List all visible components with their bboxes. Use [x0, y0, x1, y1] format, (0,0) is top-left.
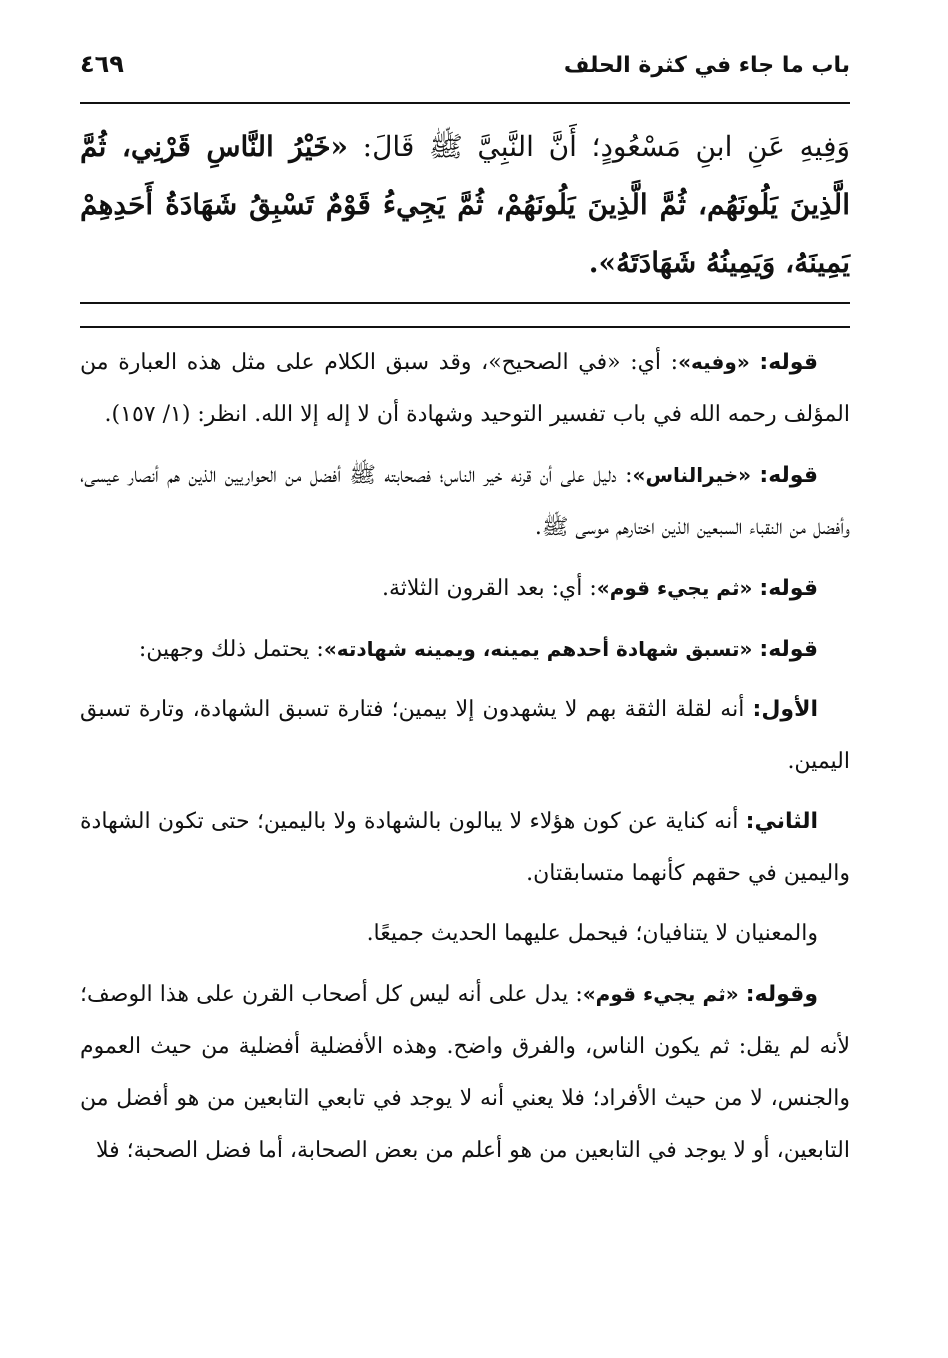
- paragraph-lead: قوله:: [759, 576, 818, 601]
- section-divider: [80, 304, 850, 328]
- paragraph-quote: «ثم يجيء قوم»: [596, 576, 760, 600]
- chapter-title: باب ما جاء في كثرة الحلف: [563, 53, 850, 78]
- paragraph-quote: «ثم يجيء قوم»: [582, 982, 746, 1006]
- paragraph-body: : دليل على أن قرنه خير الناس؛ فصحابته ﷺ أفضل من الحواريين الذين هم أنصار عيسى، وأفضل من النقباء السبعين الذين اختارهم موسى ﷺ.: [80, 463, 850, 540]
- paragraph-lead: قوله:: [759, 463, 818, 488]
- hadith-text-block: [80, 104, 850, 304]
- book-page: [80, 50, 850, 1185]
- commentary-paragraph: [80, 623, 850, 676]
- commentary-paragraph: [80, 684, 850, 788]
- commentary-section: [80, 328, 850, 1177]
- commentary-paragraph: [80, 449, 850, 554]
- paragraph-quote: «خيرالناس»: [632, 463, 760, 487]
- page-number: ٤٦٩: [80, 50, 124, 78]
- paragraph-lead: الأول:: [752, 697, 818, 722]
- paragraph-body: : يحتمل ذلك وجهين:: [138, 637, 324, 662]
- paragraph-quote: «وفيه»: [678, 350, 760, 374]
- hadith-quote: «خَيْرُ النَّاسِ قَرْنِي، ثُمَّ الَّذِينَ يَلُونَهُم، ثُمَّ الَّذِينَ يَلُونَهُمْ، ثُمَّ يَجِيءُ قَوْمٌ تَسْبِقُ شَهَادَةُ أَحَدِهِمْ يَمِينَهُ، وَيَمِينُهُ شَهَادَتَهُ».: [80, 130, 850, 279]
- paragraph-lead: الثاني:: [745, 809, 818, 834]
- paragraph-body: أنه لقلة الثقة بهم لا يشهدون إلا بيمين؛ فتارة تسبق الشهادة، وتارة تسبق اليمين.: [80, 697, 850, 774]
- commentary-paragraph: [80, 968, 850, 1177]
- paragraph-body: : أي: «في الصحيح»، وقد سبق الكلام على مثل هذه العبارة من المؤلف رحمه الله في باب تفسير التوحيد وشهادة أن لا إله إلا الله. انظر: (١/ ١٥٧).: [80, 350, 850, 427]
- paragraph-quote: «تسبق شهادة أحدهم يمينه، ويمينه شهادته»: [323, 637, 760, 661]
- paragraph-lead: قوله:: [759, 637, 818, 662]
- commentary-paragraph: [80, 908, 850, 960]
- commentary-paragraph: [80, 796, 850, 900]
- hadith-intro: وَفِيهِ عَنِ ابنِ مَسْعُودٍ؛ أَنَّ النَّبِيَّ ﷺ قَالَ:: [348, 130, 851, 163]
- paragraph-body: : يدل على أنه ليس كل أصحاب القرن على هذا الوصف؛ لأنه لم يقل: ثم يكون الناس، والفرق واضح. وهذه الأفضلية أفضلية من حيث العموم والجنس، لا من حيث الأفراد؛ فلا يعني أنه لا يوجد في تابعي التابعين من هو أفضل من التابعين، أو لا يوجد في التابعين من هو أعلم من بعض الصحابة، أما فضل الصحبة؛ فلا: [80, 982, 850, 1163]
- commentary-paragraph: [80, 562, 850, 615]
- page-header: [80, 50, 850, 104]
- paragraph-body: أنه كناية عن كون هؤلاء لا يبالون بالشهادة ولا باليمين؛ حتى تكون الشهادة واليمين في حقهم كأنهما متسابقتان.: [80, 809, 850, 886]
- paragraph-lead: وقوله:: [745, 982, 818, 1007]
- paragraph-body: والمعنيان لا يتنافيان؛ فيحمل عليهما الحديث جميعًا.: [366, 921, 818, 946]
- commentary-paragraph: [80, 336, 850, 441]
- paragraph-body: : أي: بعد القرون الثلاثة.: [382, 576, 597, 601]
- paragraph-lead: قوله:: [759, 350, 819, 375]
